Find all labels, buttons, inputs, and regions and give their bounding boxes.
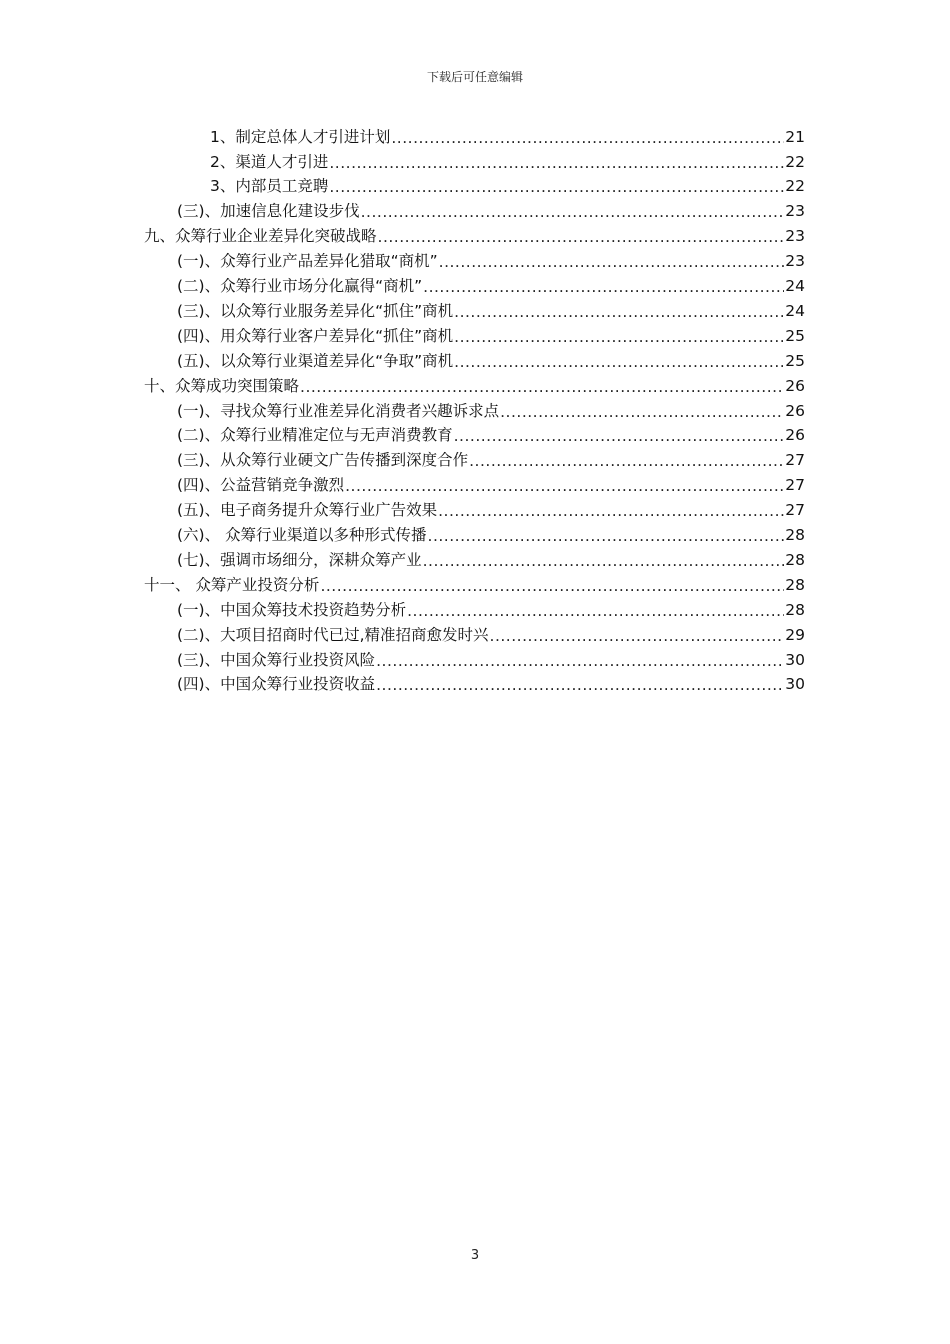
toc-entry-page: 26 xyxy=(785,401,805,420)
toc-entry-title: (四)、中国众筹行业投资收益 xyxy=(177,675,376,694)
toc-leader-dots xyxy=(391,131,784,147)
toc-entry-title: 十一、 众筹产业投资分析 xyxy=(144,575,320,594)
toc-entry-title: (三)、中国众筹行业投资风险 xyxy=(177,650,376,669)
toc-entry[interactable] xyxy=(177,349,805,374)
toc-entry-page: 23 xyxy=(785,227,805,246)
toc-leader-dots xyxy=(454,429,785,445)
toc-leader-dots xyxy=(376,654,784,670)
toc-entry[interactable] xyxy=(177,449,805,474)
toc-entry-page: 28 xyxy=(785,550,805,569)
toc-entry[interactable] xyxy=(177,673,805,698)
toc-entry[interactable] xyxy=(177,424,805,449)
toc-entry[interactable] xyxy=(210,150,805,175)
toc-entry-page: 24 xyxy=(785,301,805,320)
toc-entry-title: (六)、 众筹行业渠道以多种形式传播 xyxy=(177,526,427,545)
toc-entry[interactable] xyxy=(177,648,805,673)
toc-entry-title: (七)、强调市场细分，深耕众筹产业 xyxy=(177,550,422,569)
toc-entry-page: 27 xyxy=(785,451,805,470)
toc-entry[interactable] xyxy=(177,598,805,623)
toc-entry-title: (三)、以众筹行业服务差异化“抓住”商机 xyxy=(177,301,454,320)
toc-entry-title: (三)、从众筹行业硬文广告传播到深度合作 xyxy=(177,451,469,470)
toc-entry[interactable] xyxy=(177,399,805,424)
toc-entry-title: (一)、寻找众筹行业准差异化消费者兴趣诉求点 xyxy=(177,401,500,420)
toc-entry[interactable] xyxy=(177,474,805,499)
toc-entry-title: (四)、公益营销竞争激烈 xyxy=(177,476,345,495)
toc-entry[interactable] xyxy=(177,250,805,275)
toc-entry[interactable] xyxy=(177,548,805,573)
toc-entry-title: (五)、电子商务提升众筹行业广告效果 xyxy=(177,501,438,520)
toc-leader-dots xyxy=(469,454,784,470)
toc-leader-dots xyxy=(438,504,784,520)
toc-entry-title: (五)、以众筹行业渠道差异化“争取”商机 xyxy=(177,351,454,370)
toc-entry-page: 22 xyxy=(785,152,805,171)
toc-leader-dots xyxy=(490,629,785,645)
toc-entry-page: 23 xyxy=(785,202,805,221)
toc-entry-page: 27 xyxy=(785,476,805,495)
toc-entry[interactable] xyxy=(210,125,805,150)
toc-entry[interactable] xyxy=(144,225,805,250)
toc-leader-dots xyxy=(329,180,784,196)
toc-entry[interactable] xyxy=(144,573,805,598)
toc-leader-dots xyxy=(423,554,785,570)
toc-entry-page: 30 xyxy=(785,650,805,669)
toc-entry[interactable] xyxy=(177,499,805,524)
toc-entry-page: 21 xyxy=(785,127,805,146)
toc-leader-dots xyxy=(454,355,784,371)
toc-leader-dots xyxy=(329,156,784,172)
toc-leader-dots xyxy=(378,230,785,246)
toc-entry-title: (三)、加速信息化建设步伐 xyxy=(177,202,360,221)
toc-entry-title: 3、内部员工竞聘 xyxy=(210,177,329,196)
toc-entry-page: 26 xyxy=(785,376,805,395)
toc-leader-dots xyxy=(407,604,784,620)
toc-entry-title: (四)、用众筹行业客户差异化“抓住”商机 xyxy=(177,326,454,345)
toc-entry-page: 28 xyxy=(785,575,805,594)
toc-entry[interactable] xyxy=(177,200,805,225)
toc-leader-dots xyxy=(428,529,785,545)
toc-entry-page: 30 xyxy=(785,675,805,694)
toc-entry-title: 2、渠道人才引进 xyxy=(210,152,329,171)
page-number: 3 xyxy=(470,1248,480,1263)
toc-entry-page: 26 xyxy=(785,426,805,445)
toc-leader-dots xyxy=(500,405,784,421)
toc-leader-dots xyxy=(376,678,784,694)
toc-entry-page: 28 xyxy=(785,600,805,619)
toc-leader-dots xyxy=(454,330,784,346)
toc-leader-dots xyxy=(345,479,784,495)
toc-leader-dots xyxy=(361,205,785,221)
toc-leader-dots xyxy=(320,579,784,595)
toc-entry-page: 24 xyxy=(785,277,805,296)
toc-entry[interactable] xyxy=(177,324,805,349)
toc-entry[interactable] xyxy=(177,299,805,324)
toc-entry-page: 29 xyxy=(785,625,805,644)
toc-entry[interactable] xyxy=(177,623,805,648)
page-header: 下载后可任意编辑 xyxy=(426,70,523,84)
toc-leader-dots xyxy=(423,280,784,296)
toc-entry[interactable] xyxy=(144,374,805,399)
toc-entry-page: 27 xyxy=(785,501,805,520)
toc-entry-page: 28 xyxy=(785,526,805,545)
toc-entry-page: 23 xyxy=(785,252,805,271)
toc-entry-title: (一)、中国众筹技术投资趋势分析 xyxy=(177,600,407,619)
toc-leader-dots xyxy=(300,380,784,396)
toc-entry-page: 22 xyxy=(785,177,805,196)
toc-entry-title: (一)、众筹行业产品差异化猎取“商机” xyxy=(177,252,438,271)
toc-entry-title: 1、制定总体人才引进计划 xyxy=(210,127,391,146)
toc-leader-dots xyxy=(454,305,784,321)
toc-entry[interactable] xyxy=(210,175,805,200)
toc-entry-title: 九、众筹行业企业差异化突破战略 xyxy=(144,227,377,246)
toc-entry[interactable] xyxy=(177,523,805,548)
toc-entry-page: 25 xyxy=(785,351,805,370)
toc-entry-title: (二)、众筹行业精准定位与无声消费教育 xyxy=(177,426,453,445)
toc-entry-title: (二)、大项目招商时代已过,精准招商愈发时兴 xyxy=(177,625,489,644)
toc-entry-title: 十、众筹成功突围策略 xyxy=(144,376,300,395)
toc-entry-page: 25 xyxy=(785,326,805,345)
toc-entry-title: (二)、众筹行业市场分化赢得“商机” xyxy=(177,277,423,296)
toc-leader-dots xyxy=(439,255,785,271)
toc-entry[interactable] xyxy=(177,274,805,299)
